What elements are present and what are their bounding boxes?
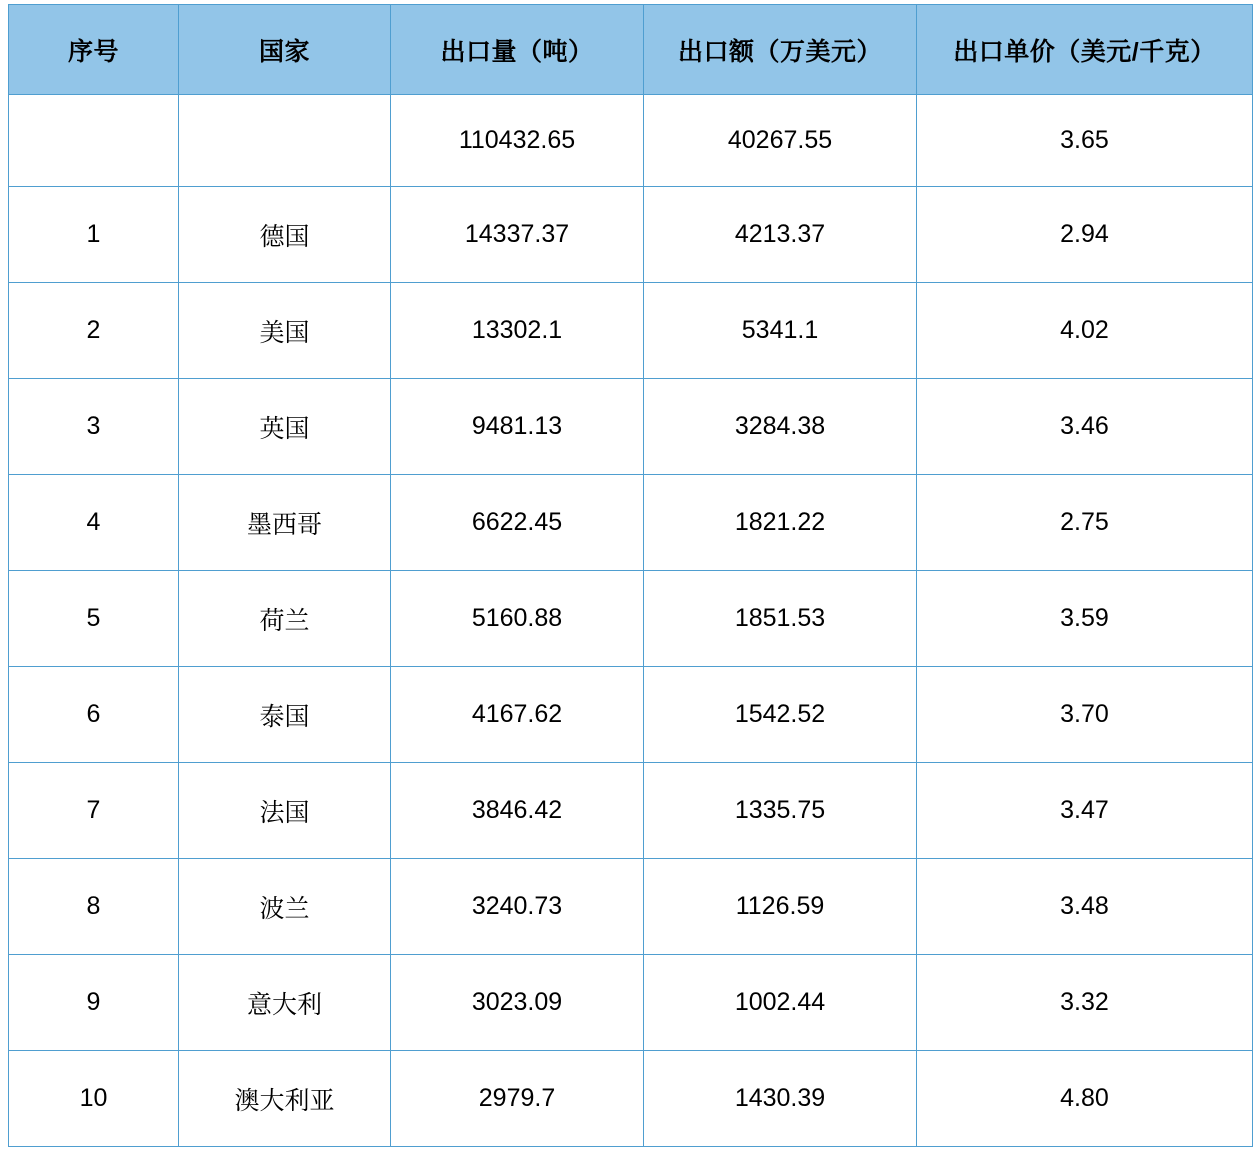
cell-country: 英国 [179, 379, 391, 475]
cell-index: 5 [9, 571, 179, 667]
cell-price: 4.80 [917, 1051, 1253, 1147]
table-row [9, 475, 1253, 571]
column-header-volume: 出口量（吨） [391, 5, 644, 95]
cell-index: 10 [9, 1051, 179, 1147]
table-row [9, 95, 1253, 187]
cell-index [9, 95, 179, 187]
table-row [9, 379, 1253, 475]
table-row [9, 763, 1253, 859]
cell-amount: 1542.52 [644, 667, 917, 763]
cell-country: 荷兰 [179, 571, 391, 667]
cell-price: 3.70 [917, 667, 1253, 763]
cell-country: 意大利 [179, 955, 391, 1051]
cell-volume: 110432.65 [391, 95, 644, 187]
cell-price: 3.48 [917, 859, 1253, 955]
cell-country: 德国 [179, 187, 391, 283]
cell-index: 7 [9, 763, 179, 859]
cell-amount: 4213.37 [644, 187, 917, 283]
cell-price: 3.47 [917, 763, 1253, 859]
export-statistics-table [8, 4, 1253, 1147]
column-header-index: 序号 [9, 5, 179, 95]
table-row [9, 187, 1253, 283]
cell-price: 3.46 [917, 379, 1253, 475]
cell-volume: 5160.88 [391, 571, 644, 667]
cell-index: 1 [9, 187, 179, 283]
cell-volume: 14337.37 [391, 187, 644, 283]
cell-amount: 1126.59 [644, 859, 917, 955]
cell-volume: 3023.09 [391, 955, 644, 1051]
cell-price: 3.59 [917, 571, 1253, 667]
cell-amount: 1821.22 [644, 475, 917, 571]
table-row [9, 1051, 1253, 1147]
cell-volume: 13302.1 [391, 283, 644, 379]
column-header-price: 出口单价（美元/千克） [917, 5, 1253, 95]
column-header-amount: 出口额（万美元） [644, 5, 917, 95]
cell-volume: 4167.62 [391, 667, 644, 763]
cell-country: 法国 [179, 763, 391, 859]
cell-price: 4.02 [917, 283, 1253, 379]
table-header [9, 5, 1253, 95]
cell-amount: 3284.38 [644, 379, 917, 475]
cell-amount: 1851.53 [644, 571, 917, 667]
cell-index: 4 [9, 475, 179, 571]
column-header-country: 国家 [179, 5, 391, 95]
cell-amount: 5341.1 [644, 283, 917, 379]
cell-country: 波兰 [179, 859, 391, 955]
cell-volume: 9481.13 [391, 379, 644, 475]
cell-index: 2 [9, 283, 179, 379]
table-header-row [9, 5, 1253, 95]
cell-country: 美国 [179, 283, 391, 379]
cell-country: 泰国 [179, 667, 391, 763]
table-row [9, 667, 1253, 763]
cell-volume: 2979.7 [391, 1051, 644, 1147]
cell-volume: 3240.73 [391, 859, 644, 955]
cell-price: 2.94 [917, 187, 1253, 283]
cell-volume: 3846.42 [391, 763, 644, 859]
cell-volume: 6622.45 [391, 475, 644, 571]
cell-amount: 1430.39 [644, 1051, 917, 1147]
cell-amount: 1335.75 [644, 763, 917, 859]
cell-price: 2.75 [917, 475, 1253, 571]
cell-price: 3.65 [917, 95, 1253, 187]
cell-amount: 1002.44 [644, 955, 917, 1051]
cell-price: 3.32 [917, 955, 1253, 1051]
cell-index: 6 [9, 667, 179, 763]
cell-country [179, 95, 391, 187]
table-row [9, 571, 1253, 667]
table-row [9, 283, 1253, 379]
cell-index: 9 [9, 955, 179, 1051]
cell-index: 3 [9, 379, 179, 475]
table-row [9, 955, 1253, 1051]
table-row [9, 859, 1253, 955]
cell-country: 澳大利亚 [179, 1051, 391, 1147]
cell-index: 8 [9, 859, 179, 955]
cell-amount: 40267.55 [644, 95, 917, 187]
table-body [9, 95, 1253, 1147]
cell-country: 墨西哥 [179, 475, 391, 571]
